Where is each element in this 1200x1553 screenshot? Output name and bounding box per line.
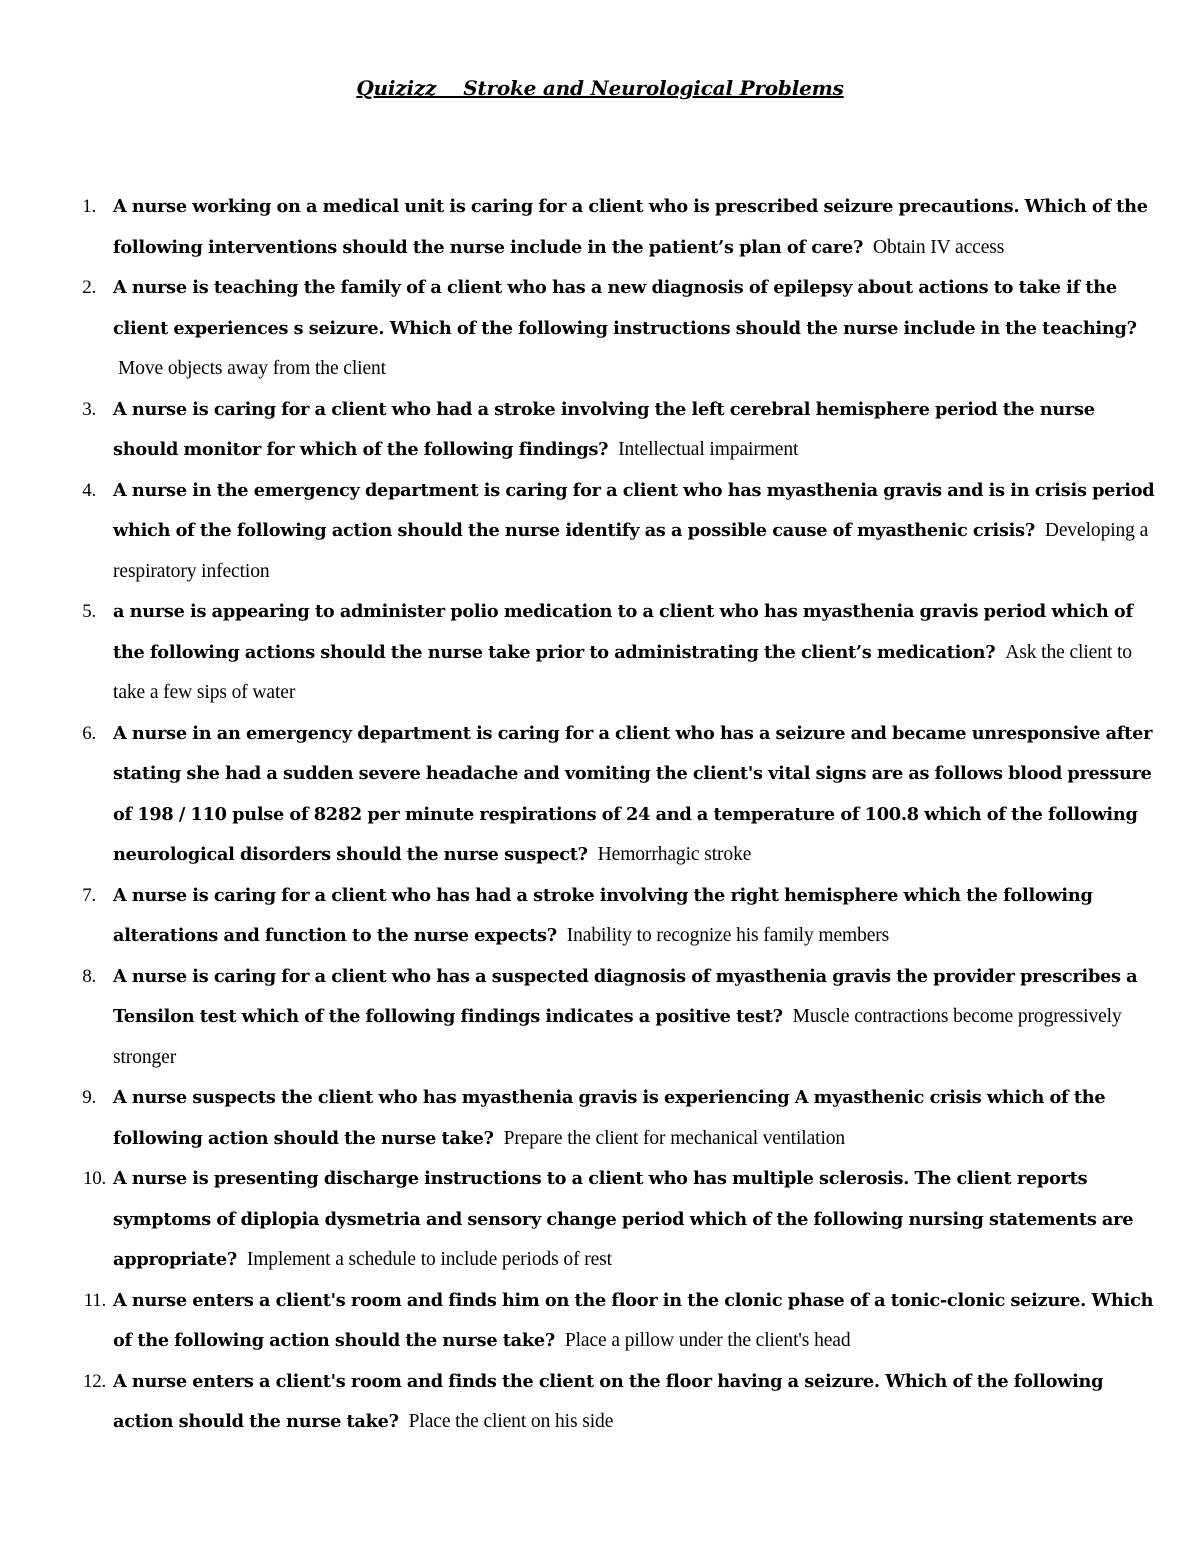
question-number: 8.: [82, 965, 96, 987]
question-item: [0, 957, 1200, 1079]
question-number: 12.: [83, 1370, 106, 1392]
question-number: 10.: [83, 1168, 106, 1189]
question-answer: Ask the client to take a few sips of water: [113, 641, 1132, 703]
question-text: A nurse enters a client's room and finds him on the floor in the clonic phase of a tonic-clonic seizure. Which of the following action should the nurse take?: [113, 1289, 1154, 1351]
question-text: A nurse is caring for a client who has had a stroke involving the right hemisphere which the following alterations and function to the nurse expects?: [113, 884, 1093, 946]
question-item: [0, 1078, 1200, 1159]
question-number: 1.: [82, 196, 96, 217]
question-text: A nurse enters a client's room and finds the client on the floor having a seizure. Which of the following action should the nurse take?: [113, 1370, 1104, 1432]
question-answer: Developing a respiratory infection: [113, 520, 1149, 582]
question-answer: Intellectual impairment: [618, 439, 799, 460]
question-text: A nurse in an emergency department is caring for a client who has a seizure and became unresponsive after stating she had a sudden severe headache and vomiting the client's vital signs are as follows blood pressure of 198 / 110 pulse of 8282 per minute respirations of 24 and a temperature of 100.8 which of the following neurological disorders should the nurse suspect?: [113, 722, 1153, 865]
question-list: [0, 187, 1200, 1443]
question-item: [0, 390, 1200, 471]
question-item: [0, 1362, 1200, 1443]
question-number: 4.: [82, 479, 96, 501]
question-number: 3.: [82, 398, 96, 420]
question-answer: Prepare the client for mechanical ventilation: [503, 1127, 846, 1149]
question-text: A nurse is teaching the family of a client who has a new diagnosis of epilepsy about actions to take if the client experiences s seizure. Which of the following instructions should the nurse include in the teaching?: [113, 277, 1137, 339]
question-text: a nurse is appearing to administer polio medication to a client who has myasthenia gravis period which of the following actions should the nurse take prior to administrating the client’s medication?: [113, 601, 1133, 663]
question-answer: Move objects away from the client: [118, 358, 386, 379]
question-item: [0, 592, 1200, 714]
question-answer: Muscle contractions become progressively stronger: [113, 1006, 1122, 1068]
question-number: 9.: [82, 1087, 96, 1108]
question-number: 11.: [83, 1289, 106, 1311]
question-item: [0, 187, 1200, 268]
question-answer: Place a pillow under the client's head: [564, 1330, 851, 1351]
question-answer: Hemorrhagic stroke: [597, 844, 752, 865]
question-item: [0, 714, 1200, 876]
question-text: A nurse is caring for a client who had a stroke involving the left cerebral hemisphere period the nurse should monitor for which of the following findings?: [113, 398, 1095, 460]
question-item: [0, 471, 1200, 593]
question-number: 5.: [82, 601, 96, 622]
question-answer: Obtain IV access: [873, 236, 1005, 258]
question-number: 2.: [82, 277, 96, 298]
question-number: 7.: [82, 884, 96, 906]
question-answer: Implement a schedule to include periods of rest: [246, 1249, 612, 1270]
question-item: [0, 268, 1200, 390]
question-text: A nurse suspects the client who has myasthenia gravis is experiencing A myasthenic crisis which of the following action should the nurse take?: [113, 1087, 1106, 1149]
question-item: [0, 876, 1200, 957]
question-answer: Inability to recognize his family members: [566, 925, 890, 946]
question-text: A nurse working on a medical unit is caring for a client who is prescribed seizure precautions. Which of the following interventions should the nurse include in the patient’s plan of care?: [113, 196, 1148, 258]
question-number: 6.: [82, 722, 96, 744]
question-text: A nurse is caring for a client who has a suspected diagnosis of myasthenia gravis the provider prescribes a Tensilon test which of the following findings indicates a positive test?: [113, 965, 1138, 1027]
question-item: [0, 1159, 1200, 1281]
question-answer: Place the client on his side: [408, 1411, 614, 1432]
question-item: [0, 1281, 1200, 1362]
question-text: A nurse in the emergency department is caring for a client who has myasthenia gravis and is in crisis period which of the following action should the nurse identify as a possible cause of myasthenic crisis?: [113, 479, 1155, 541]
document-title: Quizizz Stroke and Neurological Problems: [356, 76, 844, 100]
question-text: A nurse is presenting discharge instructions to a client who has multiple sclerosis. The client reports symptoms of diplopia dysmetria and sensory change period which of the following nursing statements are appropriate?: [113, 1168, 1134, 1270]
